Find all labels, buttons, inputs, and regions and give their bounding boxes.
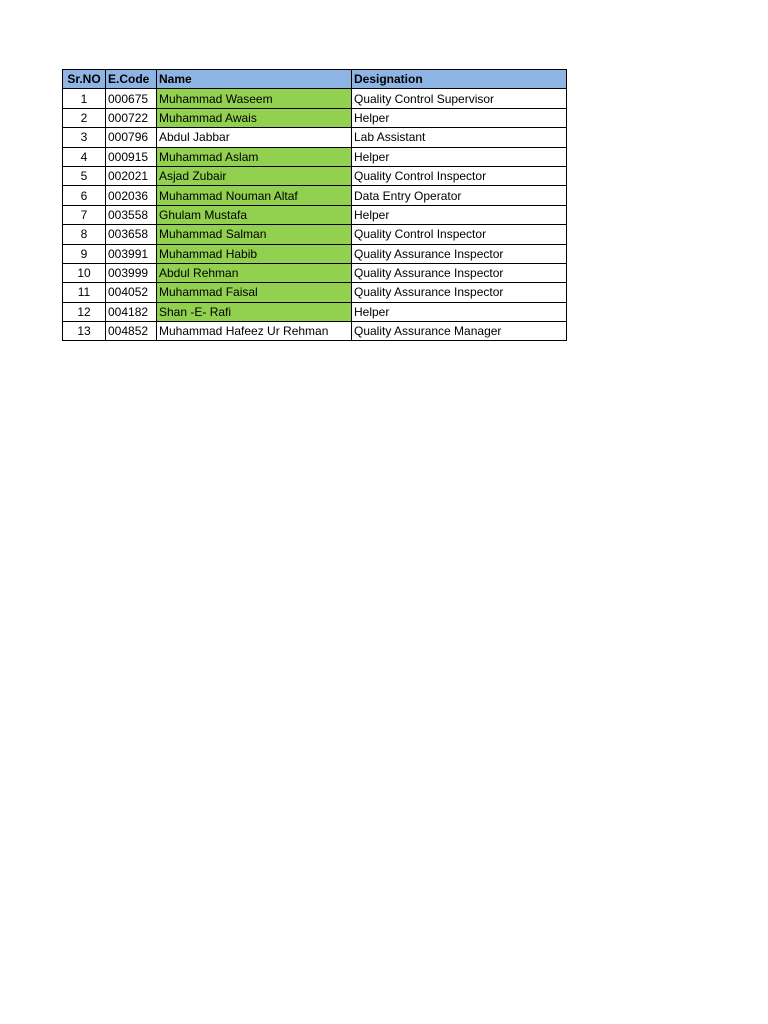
sr-no-cell[interactable]: 8 [63, 225, 106, 244]
e-code-cell[interactable]: 004182 [106, 302, 157, 321]
e-code-cell[interactable]: 003558 [106, 205, 157, 224]
sr-no-cell[interactable]: 9 [63, 244, 106, 263]
e-code-cell[interactable]: 003999 [106, 263, 157, 282]
designation-cell[interactable]: Helper [352, 302, 567, 321]
designation-cell[interactable]: Quality Control Inspector [352, 166, 567, 185]
table-row [63, 186, 567, 205]
table-row [63, 283, 567, 302]
table-row [63, 128, 567, 147]
name-cell[interactable]: Muhammad Faisal [157, 283, 352, 302]
employee-sheet [62, 69, 567, 341]
sr-no-cell[interactable]: 6 [63, 186, 106, 205]
designation-cell[interactable]: Quality Assurance Inspector [352, 283, 567, 302]
designation-cell[interactable]: Helper [352, 205, 567, 224]
header-sr-no[interactable]: Sr.NO [63, 70, 106, 89]
e-code-cell[interactable]: 003991 [106, 244, 157, 263]
sr-no-cell[interactable]: 7 [63, 205, 106, 224]
designation-cell[interactable]: Helper [352, 147, 567, 166]
e-code-cell[interactable]: 002036 [106, 186, 157, 205]
e-code-cell[interactable]: 003658 [106, 225, 157, 244]
designation-cell[interactable]: Quality Assurance Inspector [352, 244, 567, 263]
e-code-cell[interactable]: 004052 [106, 283, 157, 302]
name-cell[interactable]: Abdul Jabbar [157, 128, 352, 147]
name-cell[interactable]: Muhammad Salman [157, 225, 352, 244]
sr-no-cell[interactable]: 3 [63, 128, 106, 147]
designation-cell[interactable]: Quality Control Inspector [352, 225, 567, 244]
table-row [63, 302, 567, 321]
table-row [63, 205, 567, 224]
e-code-cell[interactable]: 004852 [106, 322, 157, 341]
designation-cell[interactable]: Lab Assistant [352, 128, 567, 147]
sr-no-cell[interactable]: 13 [63, 322, 106, 341]
name-cell[interactable]: Muhammad Waseem [157, 89, 352, 108]
name-cell[interactable]: Muhammad Habib [157, 244, 352, 263]
designation-cell[interactable]: Helper [352, 108, 567, 127]
header-designation[interactable]: Designation [352, 70, 567, 89]
header-e-code[interactable]: E.Code [106, 70, 157, 89]
header-name[interactable]: Name [157, 70, 352, 89]
name-cell[interactable]: Muhammad Nouman Altaf [157, 186, 352, 205]
sr-no-cell[interactable]: 12 [63, 302, 106, 321]
name-cell[interactable]: Muhammad Hafeez Ur Rehman [157, 322, 352, 341]
sr-no-cell[interactable]: 2 [63, 108, 106, 127]
designation-cell[interactable]: Data Entry Operator [352, 186, 567, 205]
table-row [63, 89, 567, 108]
table-row [63, 244, 567, 263]
e-code-cell[interactable]: 000796 [106, 128, 157, 147]
table-row [63, 263, 567, 282]
name-cell[interactable]: Asjad Zubair [157, 166, 352, 185]
table-row [63, 322, 567, 341]
e-code-cell[interactable]: 002021 [106, 166, 157, 185]
sr-no-cell[interactable]: 10 [63, 263, 106, 282]
name-cell[interactable]: Muhammad Aslam [157, 147, 352, 166]
designation-cell[interactable]: Quality Assurance Inspector [352, 263, 567, 282]
e-code-cell[interactable]: 000915 [106, 147, 157, 166]
designation-cell[interactable]: Quality Assurance Manager [352, 322, 567, 341]
sr-no-cell[interactable]: 5 [63, 166, 106, 185]
sr-no-cell[interactable]: 4 [63, 147, 106, 166]
table-body [63, 89, 567, 341]
sr-no-cell[interactable]: 1 [63, 89, 106, 108]
name-cell[interactable]: Shan -E- Rafi [157, 302, 352, 321]
employee-table [62, 69, 567, 341]
table-row [63, 166, 567, 185]
e-code-cell[interactable]: 000675 [106, 89, 157, 108]
designation-cell[interactable]: Quality Control Supervisor [352, 89, 567, 108]
e-code-cell[interactable]: 000722 [106, 108, 157, 127]
header-row [63, 70, 567, 89]
name-cell[interactable]: Abdul Rehman [157, 263, 352, 282]
name-cell[interactable]: Muhammad Awais [157, 108, 352, 127]
table-row [63, 147, 567, 166]
table-row [63, 108, 567, 127]
table-row [63, 225, 567, 244]
name-cell[interactable]: Ghulam Mustafa [157, 205, 352, 224]
sr-no-cell[interactable]: 11 [63, 283, 106, 302]
